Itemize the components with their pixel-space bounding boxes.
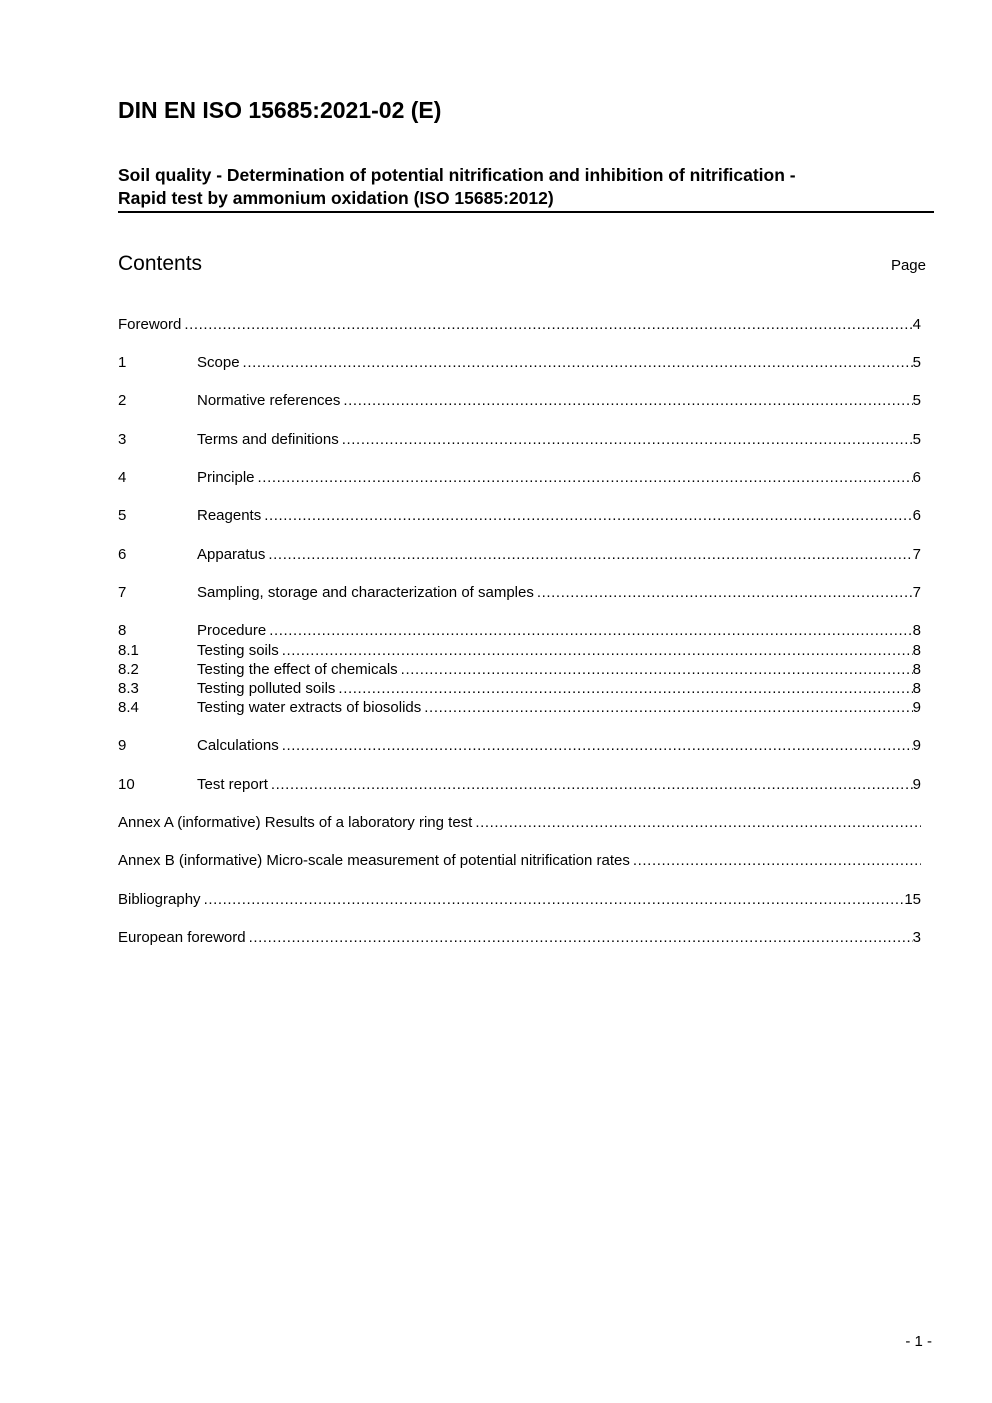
toc-entry-calculations[interactable] (118, 736, 921, 756)
toc-entry-title: Normative references (197, 392, 341, 409)
toc-entry-title: Calculations (197, 737, 279, 754)
toc-leader-dots (537, 583, 913, 603)
toc-entry-number: 5 (118, 507, 127, 524)
toc-entry-procedure[interactable] (118, 621, 921, 641)
toc-leader-dots (264, 506, 912, 526)
toc-entry-european-foreword[interactable] (118, 928, 921, 948)
toc-entry-number: 3 (118, 431, 127, 448)
toc-entry-reagents[interactable] (118, 506, 921, 526)
toc-entry-number: 1 (118, 354, 127, 371)
toc-entry-title: Principle (197, 469, 255, 486)
toc-entry-page: 5 (912, 354, 921, 371)
toc-entry-page: 15 (904, 891, 921, 908)
toc-leader-dots (401, 660, 913, 680)
toc-entry-title: European foreword (118, 929, 246, 946)
toc-entry-title: Test report (197, 776, 268, 793)
toc-entry-terms-and-definitions[interactable] (118, 430, 921, 450)
toc-leader-dots (204, 890, 905, 910)
toc-leader-dots (184, 315, 912, 335)
toc-entry-page: 9 (912, 776, 921, 793)
toc-entry-apparatus[interactable] (118, 545, 921, 565)
toc-entry-page: 8 (912, 642, 921, 659)
toc-entry-title: Testing water extracts of biosolids (197, 699, 422, 716)
toc-entry-number: 6 (118, 546, 127, 563)
toc-entry-number: 8.4 (118, 699, 139, 716)
toc-leader-dots (271, 775, 913, 795)
toc-entry-page: 7 (912, 546, 921, 563)
toc-entry-number: 4 (118, 469, 127, 486)
toc-entry-title: Testing the effect of chemicals (197, 661, 398, 678)
toc-entry-title: Scope (197, 354, 240, 371)
toc-leader-dots (282, 736, 913, 756)
toc-entry-number: 8.1 (118, 642, 139, 659)
toc-entry-page: 5 (912, 392, 921, 409)
toc-entry-testing-soils[interactable] (118, 641, 921, 661)
toc-entry-title: Reagents (197, 507, 262, 524)
toc-leader-dots (282, 641, 913, 661)
page-number: - 1 - (905, 1333, 932, 1350)
document-title: DIN EN ISO 15685:2021-02 (E) (118, 97, 442, 123)
toc-entry-title: Annex A (informative) Results of a laboratory ring test (118, 814, 473, 831)
toc-leader-dots (338, 679, 912, 699)
toc-entry-title: Testing polluted soils (197, 680, 336, 697)
toc-entry-foreword[interactable] (118, 315, 921, 335)
toc-entry-title: Bibliography (118, 891, 201, 908)
toc-entry-page: 3 (912, 929, 921, 946)
toc-entry-testing-polluted-soils[interactable] (118, 679, 921, 699)
toc-entry-page: 8 (912, 622, 921, 639)
toc-leader-dots (268, 545, 912, 565)
document-subtitle-line-2: Rapid test by ammonium oxidation (ISO 15685:2012) (118, 188, 554, 208)
toc-leader-dots (343, 391, 912, 411)
toc-entry-title: Sampling, storage and characterization of samples (197, 584, 534, 601)
toc-entry-annex-a[interactable] (118, 813, 921, 833)
toc-entry-annex-b[interactable] (118, 851, 921, 871)
document-subtitle (118, 164, 934, 213)
toc-leader-dots (243, 353, 913, 373)
toc-entry-page: 9 (912, 699, 921, 716)
toc-entry-page: 9 (912, 737, 921, 754)
toc-entry-page: 6 (912, 469, 921, 486)
toc-entry-number: 2 (118, 392, 127, 409)
toc-entry-number: 8 (118, 622, 127, 639)
toc-entry-normative-references[interactable] (118, 391, 921, 411)
toc-leader-dots (269, 621, 912, 641)
toc-entry-page: 5 (912, 431, 921, 448)
document-subtitle-line-1: Soil quality - Determination of potential nitrification and inhibition of nitrification - (118, 165, 796, 185)
toc-leader-dots (633, 851, 921, 871)
toc-entry-number: 10 (118, 776, 135, 793)
toc-entry-title: Foreword (118, 316, 182, 333)
toc-entry-page: 4 (912, 316, 921, 333)
toc-entry-number: 9 (118, 737, 127, 754)
toc-entry-title: Apparatus (197, 546, 266, 563)
toc-entry-title: Terms and definitions (197, 431, 339, 448)
toc-entry-principle[interactable] (118, 468, 921, 488)
toc-entry-number: 8.2 (118, 661, 139, 678)
toc-entry-bibliography[interactable] (118, 890, 921, 910)
toc-entry-page: 8 (912, 661, 921, 678)
toc-entry-sampling[interactable] (118, 583, 921, 603)
toc-leader-dots (475, 813, 921, 833)
toc-entry-number: 8.3 (118, 680, 139, 697)
toc-entry-page: 6 (912, 507, 921, 524)
contents-heading: Contents (118, 252, 203, 275)
toc-leader-dots (249, 928, 913, 948)
page-column-heading: Page (890, 257, 926, 274)
toc-entry-title: Testing soils (197, 642, 279, 659)
toc-entry-page: 7 (912, 584, 921, 601)
toc-entry-testing-water-extracts[interactable] (118, 698, 921, 718)
toc-entry-testing-chemicals[interactable] (118, 660, 921, 680)
toc-leader-dots (424, 698, 912, 718)
toc-entry-number: 7 (118, 584, 127, 601)
toc-entry-test-report[interactable] (118, 775, 921, 795)
toc-entry-title: Procedure (197, 622, 267, 639)
toc-leader-dots (342, 430, 913, 450)
toc-leader-dots (258, 468, 913, 488)
toc-entry-scope[interactable] (118, 353, 921, 373)
toc-entry-title: Annex B (informative) Micro-scale measurement of potential nitrification rates (118, 852, 630, 869)
toc-entry-page: 8 (912, 680, 921, 697)
